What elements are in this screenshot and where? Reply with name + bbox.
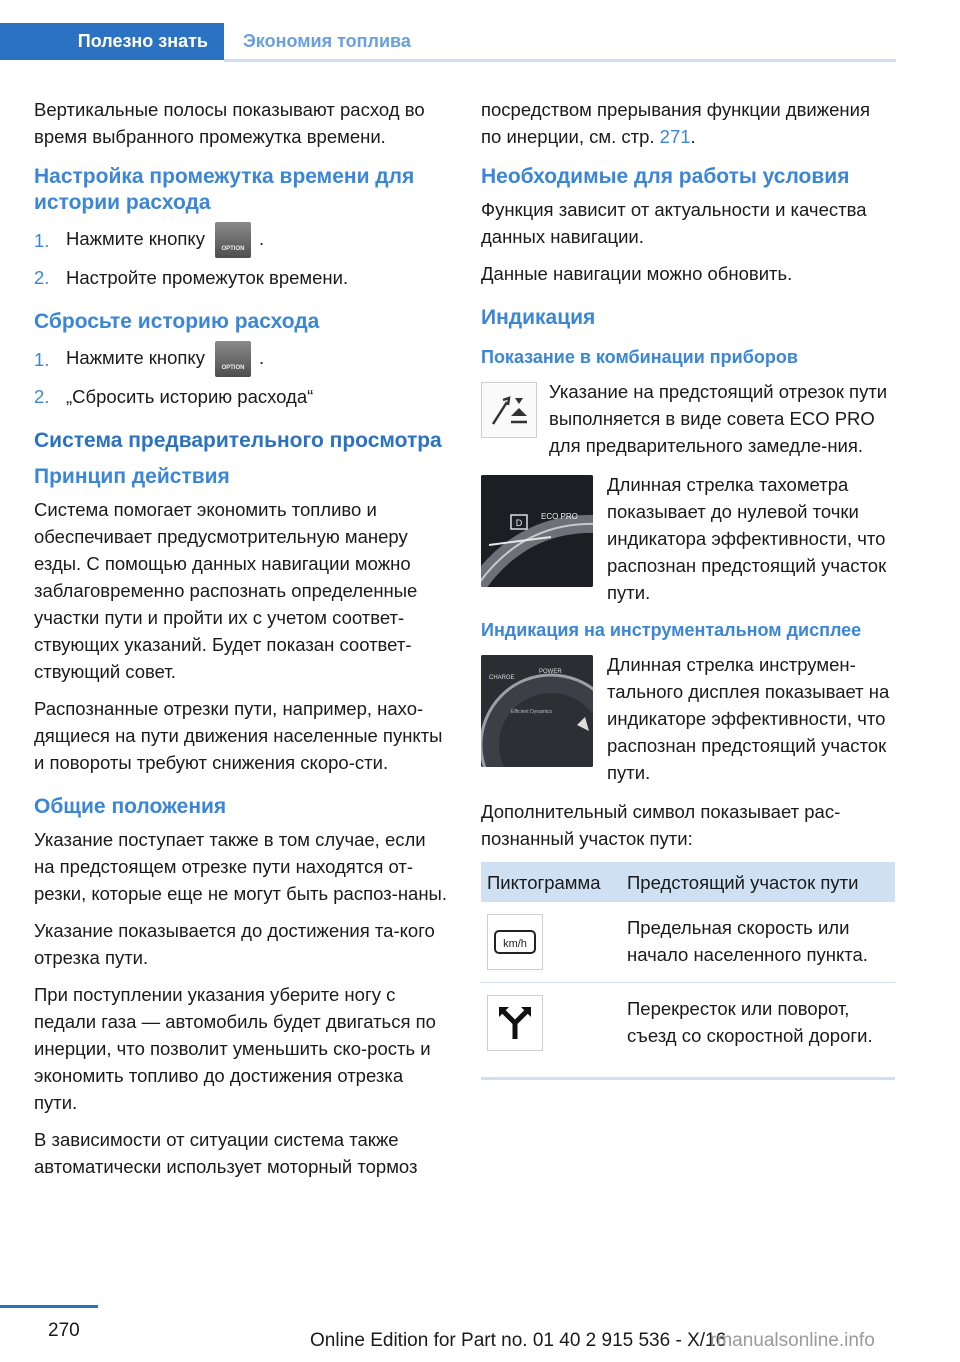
step-text	[66, 341, 264, 377]
instrument-display-image	[481, 655, 593, 767]
option-button-label: OPTION	[221, 365, 245, 371]
right-column	[481, 96, 895, 1080]
step-end: .	[258, 346, 265, 368]
page-header	[0, 0, 960, 62]
display-power-label: POWER	[539, 669, 562, 675]
eco-pro-hint-icon	[481, 382, 537, 438]
section-title-reset-history: Сбросьте историю расхода	[34, 310, 320, 333]
step-end: .	[258, 227, 265, 249]
principle-paragraph: Система помогает экономить топливо и обеспечивает предусмотрительную манеру езды. С помощью данных навигации можно заблаговременно распознать определенные участки пути и пройти их с учетом соответ-ствующих указаний. Будет показан соответ-ствующий совет.	[34, 499, 418, 682]
step-text: Настройте промежуток времени.	[66, 267, 349, 288]
section-title-indication: Индикация	[481, 306, 596, 329]
option-button-icon	[215, 222, 251, 258]
extra-symbol-paragraph: Дополнительный символ показывает рас-познанный участок пути:	[481, 801, 841, 849]
option-button-icon	[215, 341, 251, 377]
footer-bar	[0, 1305, 98, 1308]
option-button-label: OPTION	[221, 246, 245, 252]
display-efficient-label: Efficient Dynamics	[511, 709, 553, 715]
table-row	[481, 983, 895, 1063]
tachometer-text: Длинная стрелка тахометра показывает до нулевой точки индикатора эффективности, что распознан предстоящий участок пути.	[607, 474, 887, 603]
table-cell-icon	[481, 995, 627, 1051]
intro-paragraph: Вертикальные полосы показывают расход во время выбранного промежутка времени.	[34, 99, 425, 147]
tab-useful-to-know[interactable]: Полезно знать	[0, 23, 224, 60]
general-paragraph: При поступлении указания уберите ногу с педали газа — автомобиль будет двигаться по инерции, что позволит уменьшить ско-рость и экономить топливо до достижения отрезка пути.	[34, 984, 436, 1113]
step-text	[66, 222, 264, 258]
table-row	[481, 902, 895, 983]
section-title-requirements: Необходимые для работы условия	[481, 165, 850, 188]
page-number: 270	[48, 1320, 80, 1341]
subsection-title-cluster: Показание в комбинации приборов	[481, 347, 798, 367]
subsection-title-general: Общие положения	[34, 795, 227, 818]
tab-fuel-economy[interactable]: Экономия топлива	[243, 31, 411, 51]
eco-pro-hint-text: Указание на предстоящий отрезок пути выполняется в виде совета ECO PRO для предварительного замедле-ния.	[549, 381, 888, 456]
list-item	[34, 341, 448, 377]
table-header-section: Предстоящий участок пути	[627, 871, 859, 893]
table-cell-text: Предельная скорость или начало населенного пункта.	[627, 917, 868, 965]
page-link[interactable]: 271	[659, 126, 691, 147]
speed-limit-icon-label: km/h	[503, 938, 527, 950]
general-paragraph: Указание поступает также в том случае, если на предстоящем отрезке пути находятся от-резки, которые еще не могут быть распоз-наны.	[34, 829, 447, 904]
subsection-title-principle: Принцип действия	[34, 465, 230, 488]
junction-icon	[487, 995, 543, 1051]
requirements-paragraph: Данные навигации можно обновить.	[481, 263, 793, 284]
steps-time-range	[34, 222, 448, 291]
watermark-text: rmanualsonline.info	[710, 1330, 875, 1351]
step-number: 1.	[34, 348, 50, 370]
eco-pro-hint-row	[481, 378, 895, 459]
tachometer-row	[481, 471, 895, 606]
subsection-title-instrument-display: Индикация на инструментальном дисплее	[481, 620, 862, 640]
edition-text: Online Edition for Part no. 01 40 2 915 536 - X/16	[310, 1330, 727, 1351]
steps-reset-history	[34, 341, 448, 410]
table-header	[481, 862, 895, 902]
list-item	[34, 264, 448, 291]
step-label: Нажмите кнопку	[66, 346, 205, 368]
step-text: „Сбросить историю расхода“	[66, 386, 314, 407]
instrument-display-text: Длинная стрелка инструмен-тального дисплея показывает на индикаторе эффективности, что распознан предстоящий участок пути.	[607, 654, 890, 783]
table-cell-text: Перекресток или поворот, съезд со скоростной дороги.	[627, 998, 873, 1046]
requirements-paragraph: Функция зависит от актуальности и качества данных навигации.	[481, 199, 867, 247]
instrument-display-row	[481, 651, 895, 786]
header-divider	[224, 59, 896, 62]
table-cell-icon	[481, 914, 627, 970]
list-item	[34, 383, 448, 410]
principle-paragraph: Распознанные отрезки пути, например, нахо-дящиеся на пути движения населенные пункты и повороты требуют снижения скоро-сти.	[34, 698, 443, 773]
continuation-text: посредством прерывания функции движения по инерции, см. стр.	[481, 99, 870, 147]
general-paragraph: Указание показывается до достижения та-кого отрезка пути.	[34, 920, 435, 968]
section-title-time-range: Настройка промежутка времени для истории расхода	[34, 165, 415, 214]
list-item	[34, 222, 448, 258]
step-number: 1.	[34, 229, 50, 251]
symbol-table	[481, 862, 895, 1080]
table-end-rule	[481, 1077, 895, 1080]
tachometer-image	[481, 475, 593, 587]
section-title-preview-system: Система предварительного просмотра	[34, 429, 442, 452]
table-header-pictogram: Пиктограмма	[487, 871, 601, 893]
general-paragraph: В зависимости от ситуации система также автоматически использует моторный тормоз	[34, 1129, 418, 1177]
display-charge-label: CHARGE	[489, 675, 515, 681]
step-number: 2.	[34, 267, 50, 288]
tacho-eco-label: ECO PRO	[541, 512, 578, 521]
tacho-gear-label: D	[515, 518, 523, 528]
left-column	[34, 96, 448, 1190]
step-number: 2.	[34, 386, 50, 407]
speed-limit-icon	[487, 914, 543, 970]
continuation-end: .	[690, 126, 696, 147]
step-label: Нажмите кнопку	[66, 227, 205, 249]
continuation-paragraph	[481, 96, 895, 150]
